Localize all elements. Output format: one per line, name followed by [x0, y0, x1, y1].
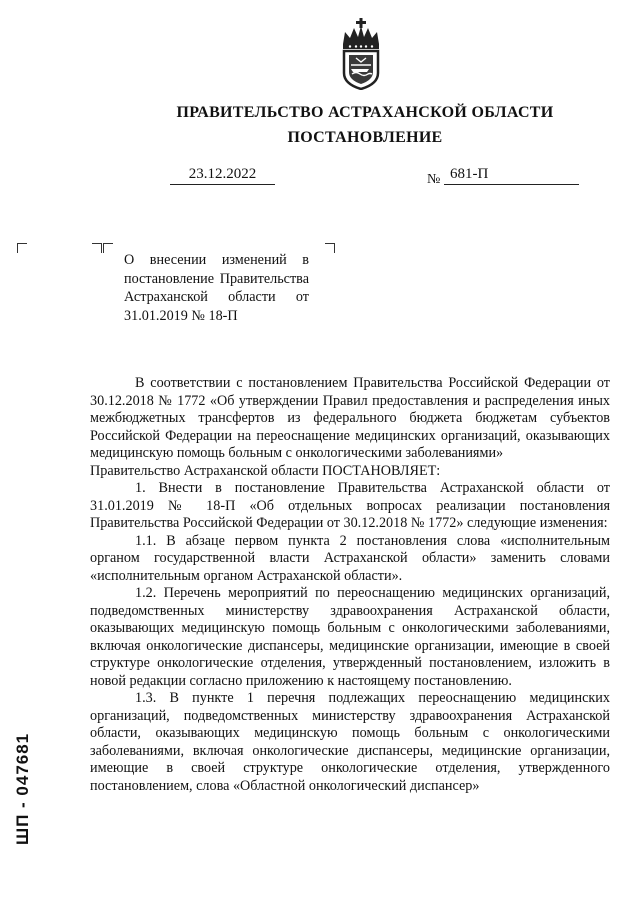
clause-1: 1. Внести в постановление Правительства Астраханской области от 31.01.2019 № 18-П «Об отдельных вопросах реализации постановления Правительства Российской Федерации от 30.12.2018 № 1772» следующие изменения:	[90, 480, 610, 531]
resolution-paragraph: Правительство Астраханской области ПОСТАНОВЛЯЕТ:	[90, 462, 441, 479]
coat-of-arms-icon	[333, 18, 389, 90]
corner-mark	[92, 243, 102, 253]
clause-1-3: 1.3. В пункте 1 перечня подлежащих переоснащению медицинских организаций, подведомственных министерству здравоохранения Астраханской области, оказывающих медицинскую помощь больным с онкологическими заболеваниями, включая онкологические диспансеры, медицинские организации, имеющие в своей структуре онкологические отделения, утвержденного постановлением, слова «Областной онкологический диспансер»	[90, 690, 610, 794]
government-title: ПРАВИТЕЛЬСТВО АСТРАХАНСКОЙ ОБЛАСТИ	[176, 104, 554, 121]
document-number: 681-П	[444, 166, 579, 185]
serial-stamp: ШП - 047681	[13, 732, 32, 845]
preamble-paragraph: В соответствии с постановлением Правительства Российской Федерации от 30.12.2018 № 1772 «Об утверждении Правил предоставления и распределения иных межбюджетных трансфертов из федерального бюджета бюджетам субъектов Российской Федерации на переоснащение медицинских организаций, оказывающих медицинскую помощь больным с онкологическими заболеваниями»	[90, 375, 610, 461]
document-date: 23.12.2022	[170, 166, 275, 185]
document-type: ПОСТАНОВЛЕНИЕ	[287, 129, 443, 146]
corner-mark	[17, 243, 27, 253]
clause-1-1: 1.1. В абзаце первом пункта 2 постановления слова «исполнительным органом государственной власти Астраханской области» заменить словами «исполнительным органом Астраханской области».	[90, 532, 610, 584]
corner-mark	[325, 243, 335, 253]
document-subject: О внесении изменений в постановление Правительства Астраханской области от 31.01.2019 № 18-П	[124, 252, 309, 324]
number-sign: №	[427, 172, 441, 187]
corner-mark	[103, 243, 113, 253]
document-body	[90, 375, 610, 795]
clause-1-2: 1.2. Перечень мероприятий по переоснащению медицинских организаций, подведомственных министерству здравоохранения Астраханской области, оказывающих медицинскую помощь больным с онкологическими заболеваниями, включая онкологические диспансеры, медицинские организации, имеющие в своей структуре онкологические отделения, утвержденный постановлением, изложить в новой редакции согласно приложению к настоящему постановлению.	[90, 585, 610, 689]
